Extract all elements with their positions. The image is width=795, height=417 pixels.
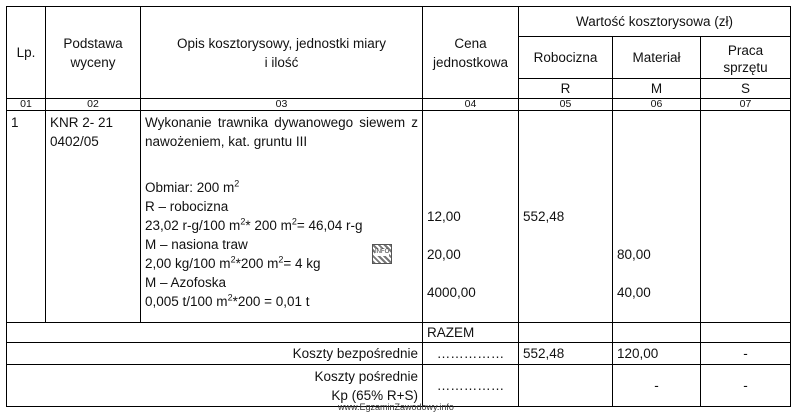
row-podstawa-line1: KNR 2- 21 bbox=[50, 115, 114, 130]
cena-m2: 4000,00 bbox=[427, 285, 476, 300]
wart-r: 552,48 bbox=[523, 209, 565, 224]
col-number: 03 bbox=[141, 99, 423, 111]
sup: 2 bbox=[227, 292, 233, 303]
row-opis bbox=[141, 111, 423, 323]
razem-label: RAZEM bbox=[423, 323, 519, 343]
header-m: M bbox=[613, 79, 701, 99]
header-opis-line2: i ilość bbox=[264, 54, 299, 70]
calc-part: *200 = 0,01 t bbox=[232, 294, 310, 309]
header-praca-line2: sprzętu bbox=[723, 59, 768, 75]
col-number: 07 bbox=[701, 99, 791, 111]
calc-part: *200 m bbox=[235, 256, 279, 271]
posrednie-m: - bbox=[613, 365, 701, 407]
opis-m1-label: M – nasiona traw bbox=[145, 237, 248, 252]
header-material: Materiał bbox=[613, 37, 701, 79]
header-cena bbox=[423, 7, 519, 99]
opis-title: Wykonanie trawnika dywanowego siewem z nawożeniem, kat. gruntu III bbox=[145, 115, 418, 149]
posrednie-line1: Koszty pośrednie bbox=[314, 368, 418, 384]
header-robocizna: Robocizna bbox=[519, 37, 613, 79]
header-lp: Lp. bbox=[7, 7, 46, 99]
wart-m2: 40,00 bbox=[617, 285, 651, 300]
row-material bbox=[613, 111, 701, 323]
opis-m2-calc bbox=[145, 292, 418, 311]
posrednie-cena: …………… bbox=[423, 365, 519, 407]
sup: 2 bbox=[240, 216, 246, 227]
posrednie-label bbox=[7, 365, 423, 407]
calc-part: * 200 m bbox=[245, 218, 292, 233]
razem-spacer bbox=[7, 323, 423, 343]
calc-part: 23,02 r-g/100 m bbox=[145, 218, 241, 233]
sup: 2 bbox=[291, 216, 297, 227]
wart-m1: 80,00 bbox=[617, 247, 651, 262]
opis-m2-label: M – Azofoska bbox=[145, 275, 227, 290]
bezposrednie-cena: …………… bbox=[423, 343, 519, 365]
opis-obmiar bbox=[145, 178, 418, 197]
header-opis bbox=[141, 7, 423, 99]
obmiar-text: Obmiar: 200 m bbox=[145, 180, 235, 195]
qr-code-icon bbox=[372, 244, 392, 264]
razem-s bbox=[701, 323, 791, 343]
header-r: R bbox=[519, 79, 613, 99]
bezposrednie-label: Koszty bezpośrednie bbox=[7, 343, 423, 365]
bezposrednie-s: - bbox=[701, 343, 791, 365]
row-lp: 1 bbox=[7, 111, 46, 323]
row-sprzet bbox=[701, 111, 791, 323]
posrednie-line2: Kp (65% R+S) bbox=[331, 387, 418, 403]
row-cena bbox=[423, 111, 519, 323]
header-s: S bbox=[701, 79, 791, 99]
col-number: 05 bbox=[519, 99, 613, 111]
row-podstawa-line2: 0402/05 bbox=[50, 134, 99, 149]
header-podstawa-line1: Podstawa bbox=[63, 35, 123, 51]
calc-part: = 4 kg bbox=[283, 256, 321, 271]
razem-r bbox=[519, 323, 613, 343]
posrednie-r bbox=[519, 365, 613, 407]
calc-part: 0,005 t/100 m bbox=[145, 294, 228, 309]
header-podstawa-line2: wyceny bbox=[70, 54, 116, 70]
calc-part: = 46,04 r-g bbox=[296, 218, 363, 233]
row-robocizna bbox=[519, 111, 613, 323]
opis-r-label: R – robocizna bbox=[145, 199, 229, 214]
header-praca bbox=[701, 37, 791, 79]
header-cena-line2: jednostkowa bbox=[432, 54, 509, 70]
sup: 2 bbox=[234, 178, 240, 189]
col-number: 06 bbox=[613, 99, 701, 111]
cost-estimate-table bbox=[6, 6, 791, 407]
bezposrednie-m: 120,00 bbox=[613, 343, 701, 365]
bezposrednie-r: 552,48 bbox=[519, 343, 613, 365]
razem-m bbox=[613, 323, 701, 343]
opis-r-calc bbox=[145, 216, 418, 235]
cena-m1: 20,00 bbox=[427, 247, 461, 262]
sup: 2 bbox=[230, 254, 236, 265]
header-podstawa bbox=[46, 7, 141, 99]
row-podstawa bbox=[46, 111, 141, 323]
qr-text: INFO bbox=[375, 249, 390, 255]
calc-part: 2,00 kg/100 m bbox=[145, 256, 231, 271]
col-number: 01 bbox=[7, 99, 46, 111]
header-opis-line1: Opis kosztorysowy, jednostki miary bbox=[176, 35, 387, 51]
header-wartosc: Wartość kosztorysowa (zł) bbox=[519, 7, 791, 37]
sup: 2 bbox=[278, 254, 284, 265]
col-number: 04 bbox=[423, 99, 519, 111]
header-cena-line1: Cena bbox=[454, 35, 487, 51]
col-number: 02 bbox=[46, 99, 141, 111]
watermark: www.EgzaminZawodowy.info bbox=[338, 402, 454, 412]
header-praca-line1: Praca bbox=[727, 42, 764, 58]
cena-r: 12,00 bbox=[427, 209, 461, 224]
posrednie-s: - bbox=[701, 365, 791, 407]
